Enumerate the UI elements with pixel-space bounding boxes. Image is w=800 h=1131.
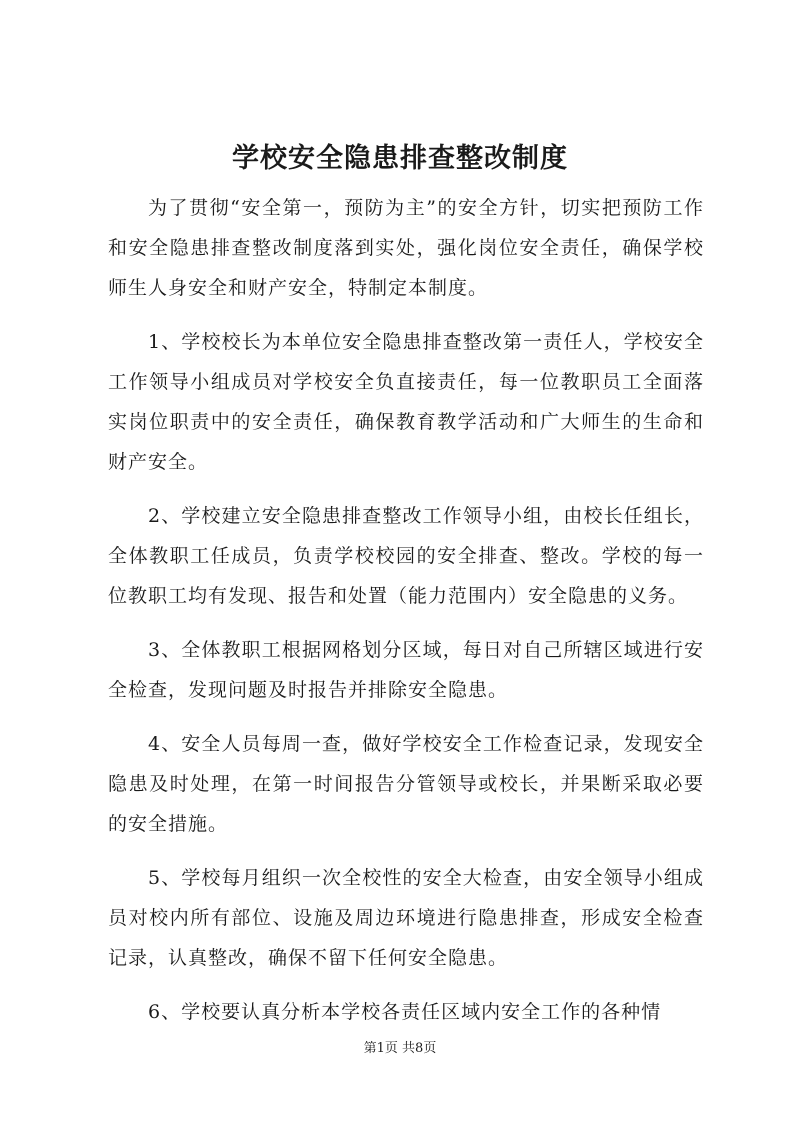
paragraph-item-3: 3、全体教职工根据网格划分区域，每日对自己所辖区域进行安全检查，发现问题及时报告并排除安全隐患。 bbox=[108, 639, 704, 701]
paragraph-item-5: 5、学校每月组织一次全校性的安全大检查，由安全领导小组成员对校内所有部位、设施及周边环境进行隐患排查，形成安全检查记录，认真整改，确保不留下任何安全隐患。 bbox=[108, 867, 704, 969]
document-title: 学校安全隐患排查整改制度 bbox=[232, 143, 568, 174]
page-number-footer: 第1页 共8页 bbox=[363, 1041, 437, 1056]
document-body bbox=[108, 188, 704, 1046]
paragraph-item-2: 2、学校建立安全隐患排查整改工作领导小组，由校长任组长，全体教职工任成员，负责学校校园的安全排查、整改。学校的每一位教职工均有发现、报告和处置（能力范围内）安全隐患的义务。 bbox=[108, 505, 704, 607]
paragraph-item-6: 6、学校要认真分析本学校各责任区域内安全工作的各种情 bbox=[148, 1001, 662, 1023]
paragraph-item-4: 4、安全人员每周一查，做好学校安全工作检查记录，发现安全隐患及时处理，在第一时间报告分管领导或校长，并果断采取必要的安全措施。 bbox=[108, 733, 704, 835]
paragraph-intro: 为了贯彻“安全第一，预防为主”的安全方针，切实把预防工作和安全隐患排查整改制度落到实处，强化岗位安全责任，确保学校师生人身安全和财产安全，特制定本制度。 bbox=[108, 197, 704, 299]
paragraph-item-1: 1、学校校长为本单位安全隐患排查整改第一责任人，学校安全工作领导小组成员对学校安全负直接责任，每一位教职员工全面落实岗位职责中的安全责任，确保教育教学活动和广大师生的生命和财产安全。 bbox=[108, 331, 704, 473]
